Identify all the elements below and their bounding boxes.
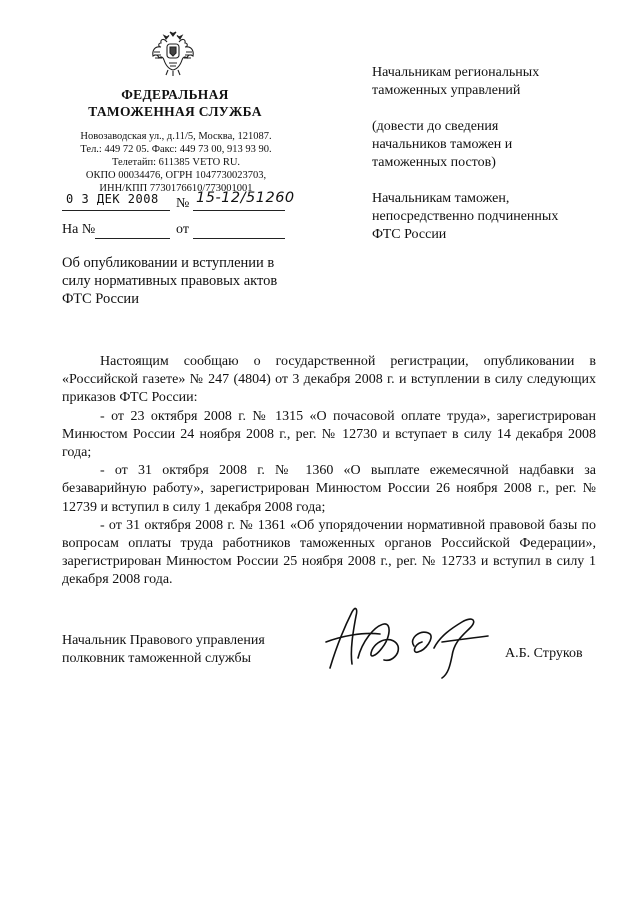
order-item-1315: - от 23 октября 2008 г. № 1315 «О почасовой оплате труда», зарегистрирован Минюстом России 24 ноября 2008 г., рег. № 12730 и вступает в силу 14 декабря 2008 года;	[62, 408, 596, 461]
registration-number: 15-12/51260	[196, 190, 295, 206]
address-line: Новозаводская ул., д.11/5, Москва, 121087.	[80, 131, 272, 142]
number-underline	[193, 210, 285, 211]
reply-number-label: На №	[62, 222, 96, 237]
recipient-line: Начальникам таможен,	[372, 191, 510, 206]
recipient-line: ФТС России	[372, 227, 447, 242]
signatory-title	[62, 632, 322, 668]
address-line: Телетайп: 611385 VETO RU.	[111, 157, 241, 168]
number-label: №	[176, 196, 190, 211]
subject-line: силу нормативных правовых актов	[62, 273, 278, 289]
order-item-1360: - от 31 октября 2008 г. № 1360 «О выплате ежемесячной надбавки за безаварийную работу», зарегистрирован Минюстом России 26 ноября 2008 г., рег. № 12739 и вступил в силу 1 декабря 2008 года;	[62, 463, 596, 515]
reply-date-line	[193, 238, 285, 239]
address-line: ИНН/КПП 7730176610/773001001	[99, 183, 253, 194]
signatory-rank: полковник таможенной службы	[62, 651, 252, 666]
address-line: ОКПО 00034476, ОГРН 1047730023703,	[85, 170, 267, 181]
signatory-position: Начальник Правового управления	[62, 633, 265, 648]
recipient-line: непосредственно подчиненных	[372, 209, 559, 224]
date-underline	[62, 210, 170, 211]
subject-line: ФТС России	[62, 291, 139, 307]
order-item-1361: - от 31 октября 2008 г. № 1361 «Об упорядочении нормативной правовой базы по вопросам оплаты труда работников таможенных органов Российской Федерации», зарегистрирован Минюстом России 25 ноября 2008 г., рег. № 12733 и вступил в силу 1 декабря 2008 года.	[62, 517, 596, 588]
recipient-line: таможенных управлений	[372, 83, 521, 98]
body-intro: Настоящим сообщаю о государственной регистрации, опубликовании в «Российской газете» № 247 (4804) от 3 декабря 2008 г. и вступлении в силу следующих приказов ФТС России:	[62, 354, 596, 406]
signatory-name: А.Б. Струков	[505, 646, 583, 661]
handwritten-signature	[322, 598, 492, 680]
reply-date-label: от	[176, 222, 189, 237]
organization-name-line1: ФЕДЕРАЛЬНАЯ	[121, 87, 229, 102]
subject-line: Об опубликовании и вступлении в	[62, 255, 275, 271]
recipient-note: начальников таможен и	[372, 137, 513, 152]
double-headed-eagle-emblem	[150, 30, 196, 78]
letter-subject	[62, 254, 307, 308]
recipient-note: (довести до сведения	[372, 119, 499, 134]
organization-name-line2: ТАМОЖЕННАЯ СЛУЖБА	[88, 104, 262, 119]
registration-date-stamp: 0 3 ДЕК 2008	[66, 192, 159, 206]
reply-number-line	[95, 238, 170, 239]
recipient-note: таможенных постов)	[372, 155, 496, 170]
recipient-line: Начальникам региональных	[372, 65, 540, 80]
letter-body	[62, 353, 596, 590]
recipients-block	[372, 64, 612, 244]
address-line: Тел.: 449 72 05. Факс: 449 73 00, 913 93 90.	[80, 144, 272, 155]
address-block	[62, 130, 290, 195]
